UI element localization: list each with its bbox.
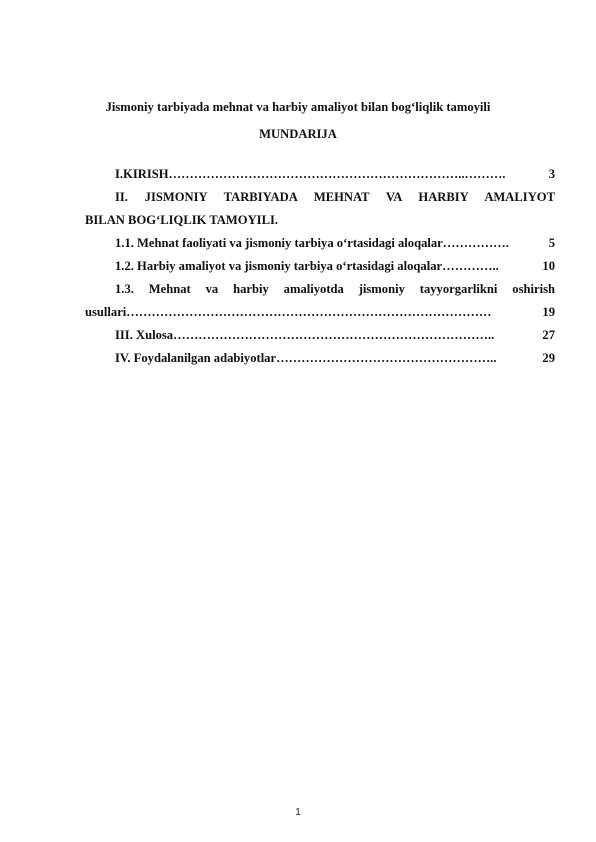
toc-entry-label: I.KIRISH [115, 167, 169, 181]
toc-dot-leader: ……………………………………………………………..………. [168, 167, 506, 181]
toc-entry-adabiyotlar[interactable] [85, 347, 555, 370]
document-title-text: Jismoniy tarbiyada mehnat va harbiy amaliyot bilan bog‘liqlik tamoyili [105, 100, 491, 114]
toc-entry-label: IV. Foydalanilgan adabiyotlar [115, 351, 277, 365]
toc-page-number: 19 [542, 305, 555, 319]
toc-entry-chapter-2-line1[interactable]: II. JISMONIY TARBIYADA MEHNAT VA HARBIY AMALIYOT [115, 190, 555, 204]
toc-page-number: 5 [548, 236, 555, 250]
toc-entry-label: usullari [85, 305, 127, 319]
page-number: 1 [295, 807, 301, 818]
toc-dot-leader: …………………………………………………………………………… [126, 305, 492, 319]
toc-dot-leader: ………………………………………………………………….. [173, 328, 495, 342]
toc-dot-leader: …………………………………………….. [276, 351, 497, 365]
toc-entry-label: 1.1. Mehnat faoliyati va jismoniy tarbiya o‘rtasidagi aloqalar [115, 236, 443, 250]
toc-page-number: 27 [542, 328, 555, 342]
toc-entry-xulosa[interactable] [85, 324, 555, 347]
document-title [0, 100, 596, 115]
toc-page-number: 3 [548, 167, 555, 181]
toc-dot-leader: ………….. [442, 259, 499, 273]
toc-entry-label: BILAN BOG‘LIQLIK TAMOYILI. [85, 213, 279, 227]
toc-entry-1-1[interactable] [85, 232, 555, 255]
table-of-contents [85, 163, 555, 370]
toc-entry-label: III. Xulosa [115, 328, 174, 342]
toc-entry-1-3-line2[interactable] [85, 301, 555, 324]
toc-heading: MUNDARIJA [259, 127, 337, 141]
toc-entry-1-2[interactable] [85, 255, 555, 278]
toc-entry-chapter-2-line2[interactable] [85, 209, 555, 232]
toc-entry-kirish[interactable] [85, 163, 555, 186]
toc-dot-leader: ……………. [442, 236, 509, 250]
toc-entry-label: 1.2. Harbiy amaliyot va jismoniy tarbiya o‘rtasidagi aloqalar [115, 259, 443, 273]
toc-page-number: 29 [542, 351, 555, 365]
toc-page-number: 10 [542, 259, 555, 273]
toc-entry-1-3-line1[interactable]: 1.3. Mehnat va harbiy amaliyotda jismoniy tayyorgarlikni oshirish [115, 282, 555, 296]
